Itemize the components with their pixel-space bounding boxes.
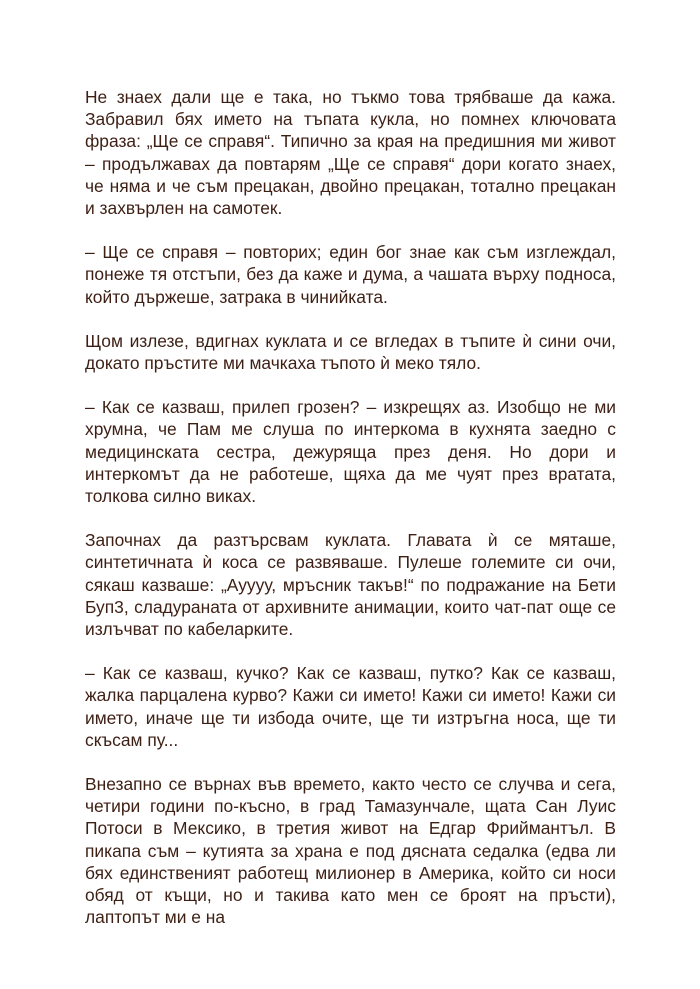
page-body: [85, 86, 616, 951]
paragraph-3: Щом излезе, вдигнах куклата и се вгледах в тъпите ѝ сини очи, докато пръстите ми мачкаха тъпото ѝ меко тяло.: [85, 330, 616, 374]
paragraph-4: – Как се казваш, прилеп грозен? – изкрещях аз. Изобщо не ми хрумна, че Пам ме слуша по интеркома в кухнята заедно с медицинската сестра, дежуряща през деня. Но дори и интеркомът да не работеше, щяха да ме чуят през вратата, толкова силно виках.: [85, 397, 616, 507]
paragraph-1: Не знаех дали ще е така, но тъкмо това трябваше да кажа. Забравил бях името на тъпата кукла, но помнех ключовата фраза: „Ще се справя“. Типично за края на предишния ми живот – продължавах да повтарям „Ще се справя“ дори когато знаех, че няма и че съм прецакан, двойно прецакан, тотално прецакан и захвърлен на самотек.: [85, 87, 616, 219]
paragraph-2: – Ще се справя – повторих; един бог знае как съм изглеждал, понеже тя отстъпи, без да каже и дума, а чашата върху подноса, който държеше, затрака в чинийката.: [85, 242, 616, 307]
paragraph-7: Внезапно се върнах във времето, както често се случва и сега, четири години по-късно, в град Тамазунчале, щата Сан Луис Потоси в Мексико, в третия живот на Едгар Фриймантъл. В пикапа съм – кутията за храна е под дясната седалка (едва ли бях единственият работещ милионер в Америка, който си носи обяд от къщи, но и такива като мен се броят на пръсти), лаптопът ми е на: [85, 774, 616, 928]
paragraph-5: Започнах да разтърсвам куклата. Главата ѝ се мяташе, синтетичната ѝ коса се развяваше. Пулеше големите си очи, сякаш казваше: „Ауууу, мръсник такъв!“ по подражание на Бети Буп3, сладураната от архивните анимации, които чат-пат още се излъчват по кабеларките.: [85, 530, 616, 640]
paragraph-6: – Как се казваш, кучко? Как се казваш, путко? Как се казваш, жалка парцалена курво? Кажи си името! Кажи си името! Кажи си името, иначе ще ти избода очите, ще ти изтръгна носа, ще ти скъсам пу...: [85, 663, 616, 750]
